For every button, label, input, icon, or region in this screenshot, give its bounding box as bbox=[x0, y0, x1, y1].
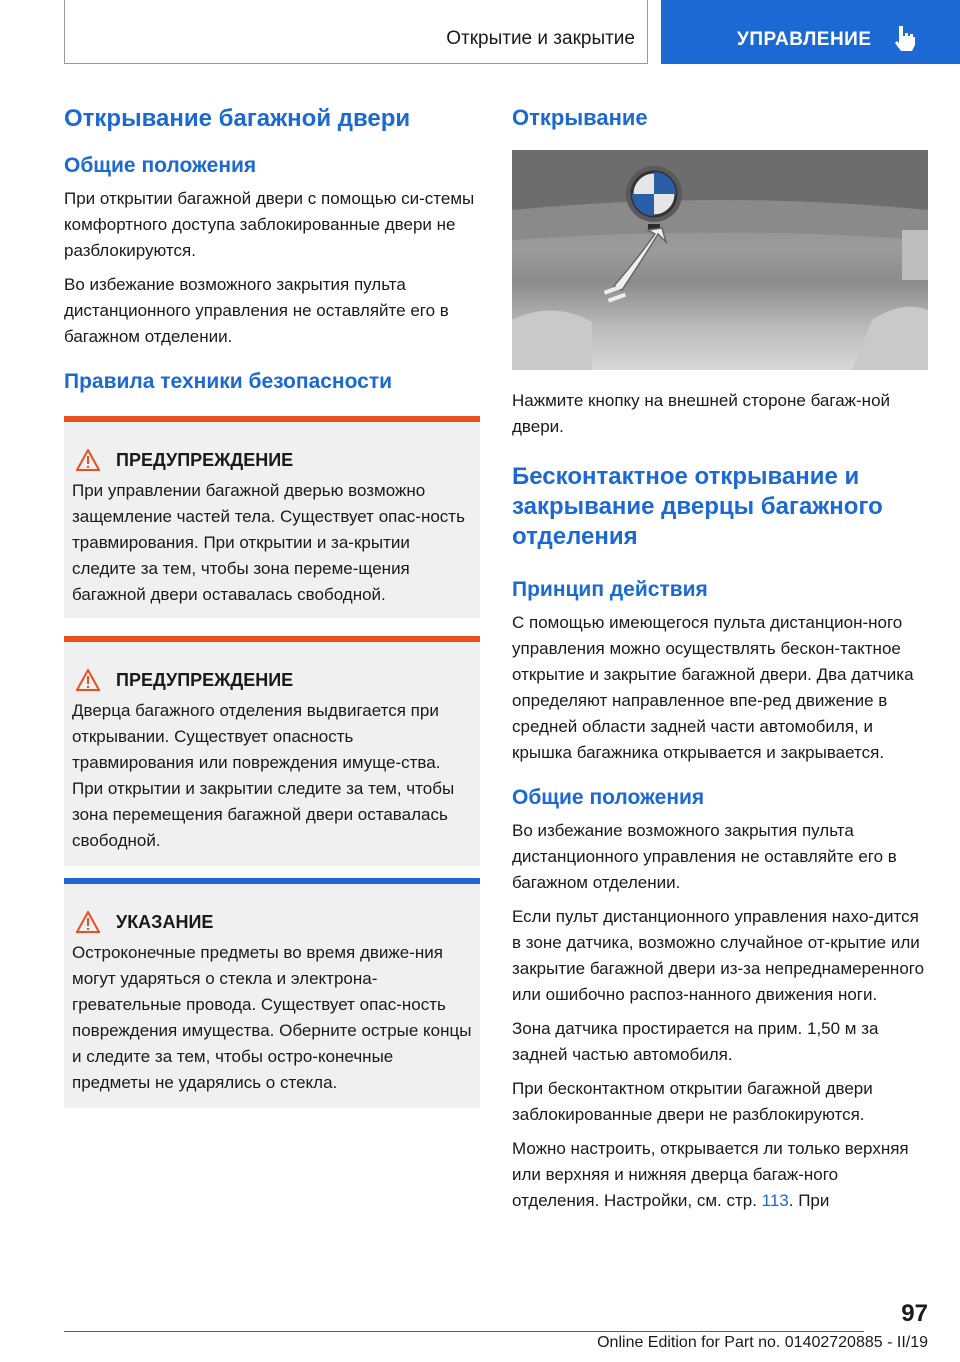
chapter-tab[interactable] bbox=[661, 0, 960, 64]
header-section-box bbox=[64, 0, 648, 64]
edition-info: Online Edition for Part no. 01402720885 - II/19 bbox=[597, 1334, 928, 1351]
trunk-button-photo bbox=[512, 150, 928, 370]
settings-text: Можно настроить, открывается ли только верхняя или верхняя и нижняя дверца багаж-ного отделения. Настройки, см. стр. bbox=[512, 1139, 909, 1210]
notice-text: Остроконечные предметы во время движе-ния могут ударяться о стекла и электрона-гревательные провода. Существует опас-ность повреждения имущества. Оберните острые концы и следите за тем, чтобы остро-конечные предметы не ударялись о стекла. bbox=[72, 943, 472, 1092]
general-right-paragraph-2: Если пульт дистанционного управления нахо-дится в зоне датчика, возможно случайное от-крытие или закрытие багажной двери из-за непреднамеренного или ошибочно распоз-нанного движения ноги. bbox=[512, 907, 925, 1004]
general-right-paragraph-5 bbox=[512, 1136, 928, 1214]
notice-triangle-icon bbox=[76, 911, 100, 933]
general-heading-right: Общие положения bbox=[512, 786, 705, 809]
right-column bbox=[512, 104, 928, 1222]
safety-heading: Правила техники безопасности bbox=[64, 370, 393, 393]
chapter-label: УПРАВЛЕНИЕ bbox=[737, 29, 872, 50]
warning-title: ПРЕДУПРЕЖДЕНИЕ bbox=[116, 669, 294, 690]
general-right-paragraph-3: Зона датчика простирается на прим. 1,50 м за задней частью автомобиля. bbox=[512, 1019, 879, 1064]
left-column bbox=[64, 104, 480, 1108]
settings-text-end: . При bbox=[788, 1191, 830, 1210]
warning-box bbox=[64, 422, 480, 618]
photo-caption: Нажмите кнопку на внешней стороне багаж-ной двери. bbox=[512, 391, 891, 436]
notice-title: УКАЗАНИЕ bbox=[116, 911, 214, 932]
notice-box bbox=[64, 884, 480, 1108]
trunk-button-illustration bbox=[512, 150, 928, 370]
opening-heading: Открывание bbox=[512, 105, 648, 130]
general-right-paragraph-1: Во избежание возможного закрытия пульта дистанционного управления не оставляйте его в багажном отделении. bbox=[512, 821, 897, 892]
general-paragraph-2: Во избежание возможного закрытия пульта дистанционного управления не оставляйте его в багажном отделении. bbox=[64, 275, 449, 346]
general-heading: Общие положения bbox=[64, 154, 257, 177]
warning-text: Дверца багажного отделения выдвигается при открывании. Существует опасность травмирования или повреждения имуще-ства. При открытии и закрытии следите за тем, чтобы зона перемещения багажной двери оставалась свободной. bbox=[72, 701, 455, 850]
warning-triangle-icon bbox=[76, 669, 100, 691]
general-paragraph-1: При открытии багажной двери с помощью си-стемы комфортного доступа заблокированные двери не разблокируются. bbox=[64, 189, 475, 260]
section-title: Открытие и закрытие bbox=[446, 28, 635, 49]
handsfree-title: Бесконтактное открывание и закрывание дверцы багажного отделения bbox=[512, 463, 883, 550]
page-number: 97 bbox=[901, 1300, 928, 1327]
warning-triangle-icon bbox=[76, 449, 100, 471]
footer-divider bbox=[64, 1331, 864, 1332]
principle-text: С помощью имеющегося пульта дистанцион-ного управления можно осуществлять бескон-тактное открытие и закрытие багажной двери. Два датчика определяют направленное впе-ред движение в средней области задней части автомобиля, и крышка багажника открывается и закрывается. bbox=[512, 613, 914, 762]
hand-pointer-icon bbox=[893, 24, 919, 52]
general-right-paragraph-4: При бесконтактном открытии багажной двери заблокированные двери не разблокируются. bbox=[512, 1079, 873, 1124]
principle-heading: Принцип действия bbox=[512, 578, 708, 601]
page-reference-link[interactable]: 113 bbox=[761, 1191, 789, 1210]
warning-title: ПРЕДУПРЕЖДЕНИЕ bbox=[116, 449, 294, 470]
page-title: Открывание багажной двери bbox=[64, 105, 411, 132]
warning-box bbox=[64, 642, 480, 866]
warning-text: При управлении багажной дверью возможно защемление частей тела. Существует опас-ность травмирования. При открытии и за-крытии следите за тем, чтобы зона переме-щения багажной двери оставалась свободной. bbox=[72, 481, 465, 604]
